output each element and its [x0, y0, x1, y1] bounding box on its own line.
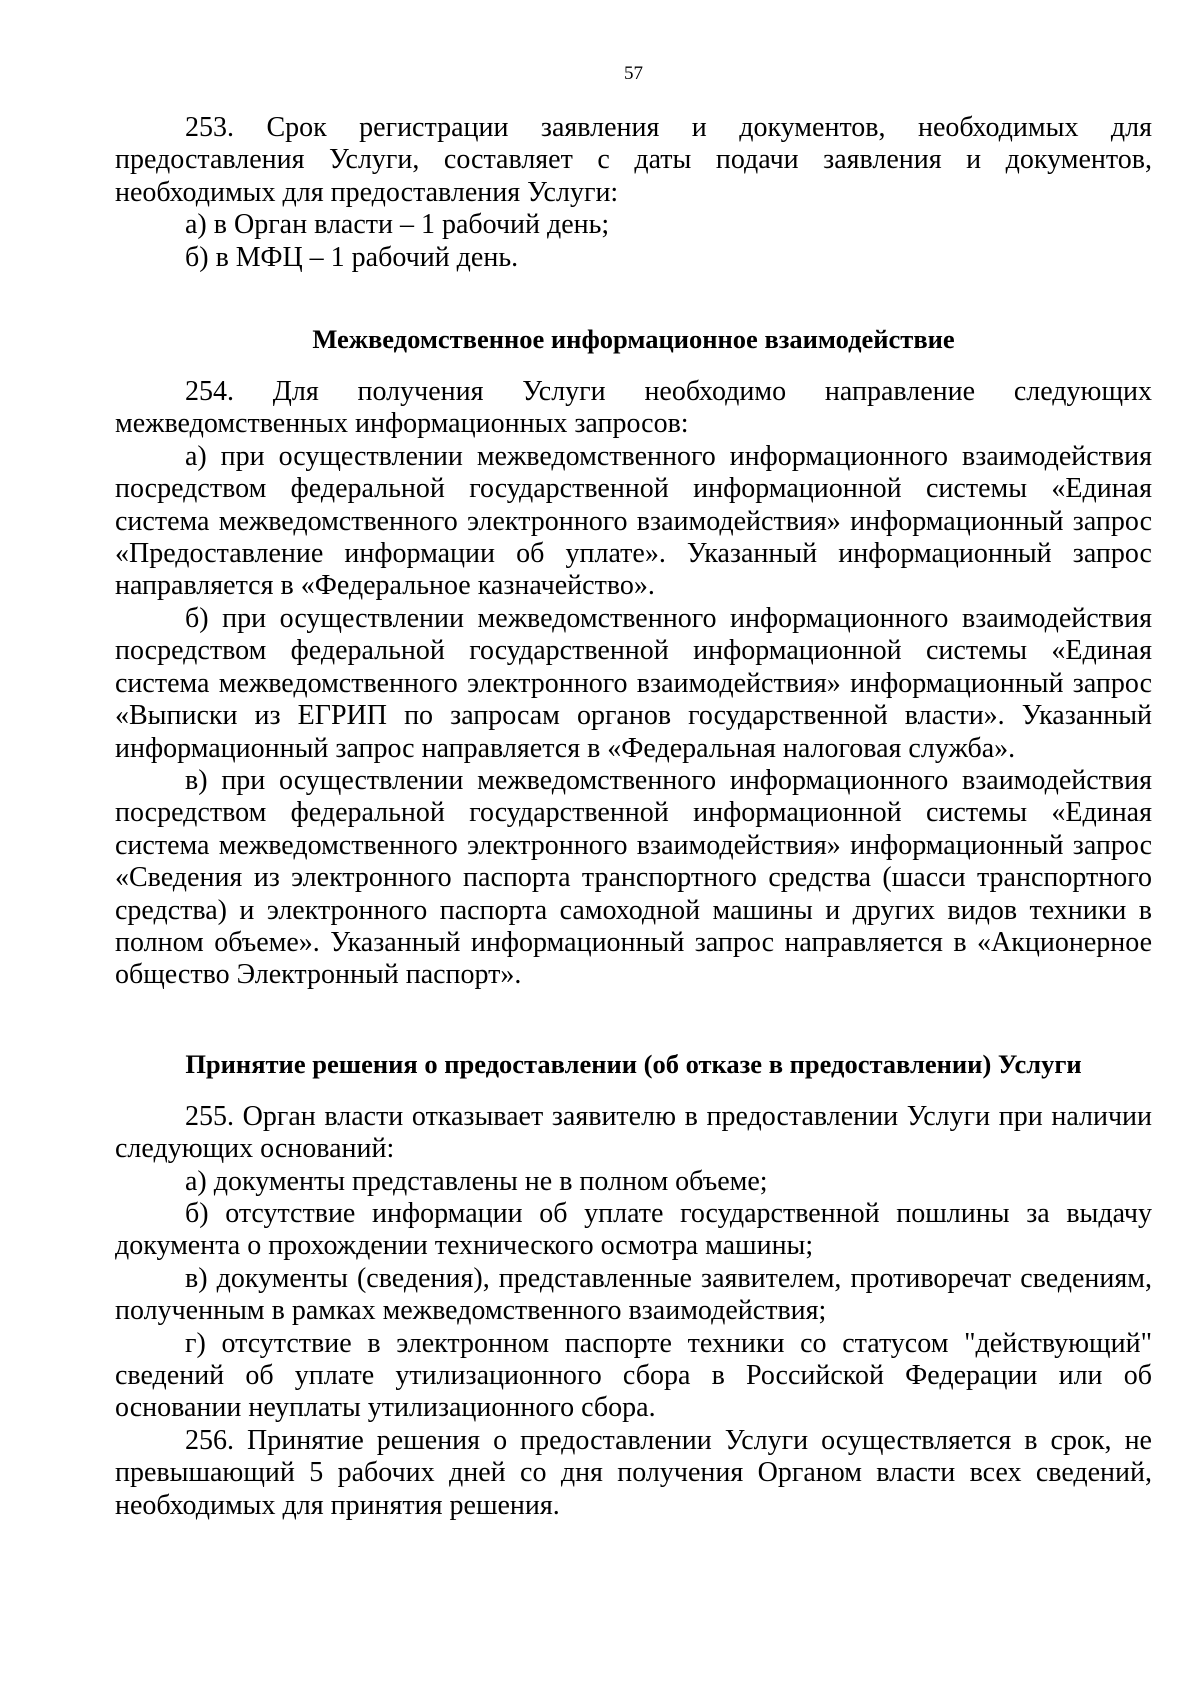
paragraph-254-c: в) при осуществлении межведомственного информационного взаимодействия посредством федеральной государственной информационной системы «Единая система межведомственного электронного взаимодействия» информационный запрос «Сведения из электронного паспорта транспортного средства (шасси транспортного средства) и электронного паспорта самоходной машины и других видов техники в полном объеме». Указанный информационный запрос направляется в «Акционерное общество Электронный паспорт». — [115, 764, 1152, 991]
heading-interagency-interaction: Межведомственное информационное взаимодействие — [312, 324, 955, 355]
paragraph-254-b: б) при осуществлении межведомственного информационного взаимодействия посредством федеральной государственной информационной системы «Единая система межведомственного электронного взаимодействия» информационный запрос «Выписки из ЕГРИП по запросам органов государственной власти». Указанный информационный запрос направляется в «Федеральная налоговая служба». — [115, 602, 1152, 764]
paragraph-255-c: в) документы (сведения), представленные заявителем, противоречат сведениям, полученным в рамках межведомственного взаимодействия; — [115, 1262, 1152, 1327]
paragraph-255-a: а) документы представлены не в полном объеме; — [185, 1165, 768, 1197]
paragraph-255-b: б) отсутствие информации об уплате государственной пошлины за выдачу документа о прохождении технического осмотра машины; — [115, 1197, 1152, 1262]
heading-decision: Принятие решения о предоставлении (об отказе в предоставлении) Услуги — [185, 1048, 1082, 1079]
paragraph-255-d: г) отсутствие в электронном паспорте техники со статусом "действующий" сведений об уплате утилизационного сбора в Российской Федерации или об основании неуплаты утилизационного сбора. — [115, 1327, 1152, 1424]
document-page — [115, 62, 1152, 1522]
paragraph-254-a: а) при осуществлении межведомственного информационного взаимодействия посредством федеральной государственной информационной системы «Единая система межведомственного электронного взаимодействия» информационный запрос «Предоставление информации об уплате». Указанный информационный запрос направляется в «Федеральное казначейство». — [115, 440, 1152, 602]
paragraph-255: 255. Орган власти отказывает заявителю в предоставлении Услуги при наличии следующих оснований: — [115, 1100, 1152, 1165]
page-number: 57 — [624, 63, 643, 84]
paragraph-254: 254. Для получения Услуги необходимо направление следующих межведомственных информационных запросов: — [115, 376, 1152, 440]
paragraph-256: 256. Принятие решения о предоставлении Услуги осуществляется в срок, не превышающий 5 рабочих дней со дня получения Органом власти всех сведений, необходимых для принятия решения. — [115, 1424, 1152, 1521]
paragraph-253-a: а) в Орган власти – 1 рабочий день; — [185, 209, 610, 241]
paragraph-253: 253. Срок регистрации заявления и документов, необходимых для предоставления Услуги, составляет с даты подачи заявления и документов, необходимых для предоставления Услуги: — [115, 112, 1152, 208]
paragraph-253-b: б) в МФЦ – 1 рабочий день. — [185, 241, 519, 273]
